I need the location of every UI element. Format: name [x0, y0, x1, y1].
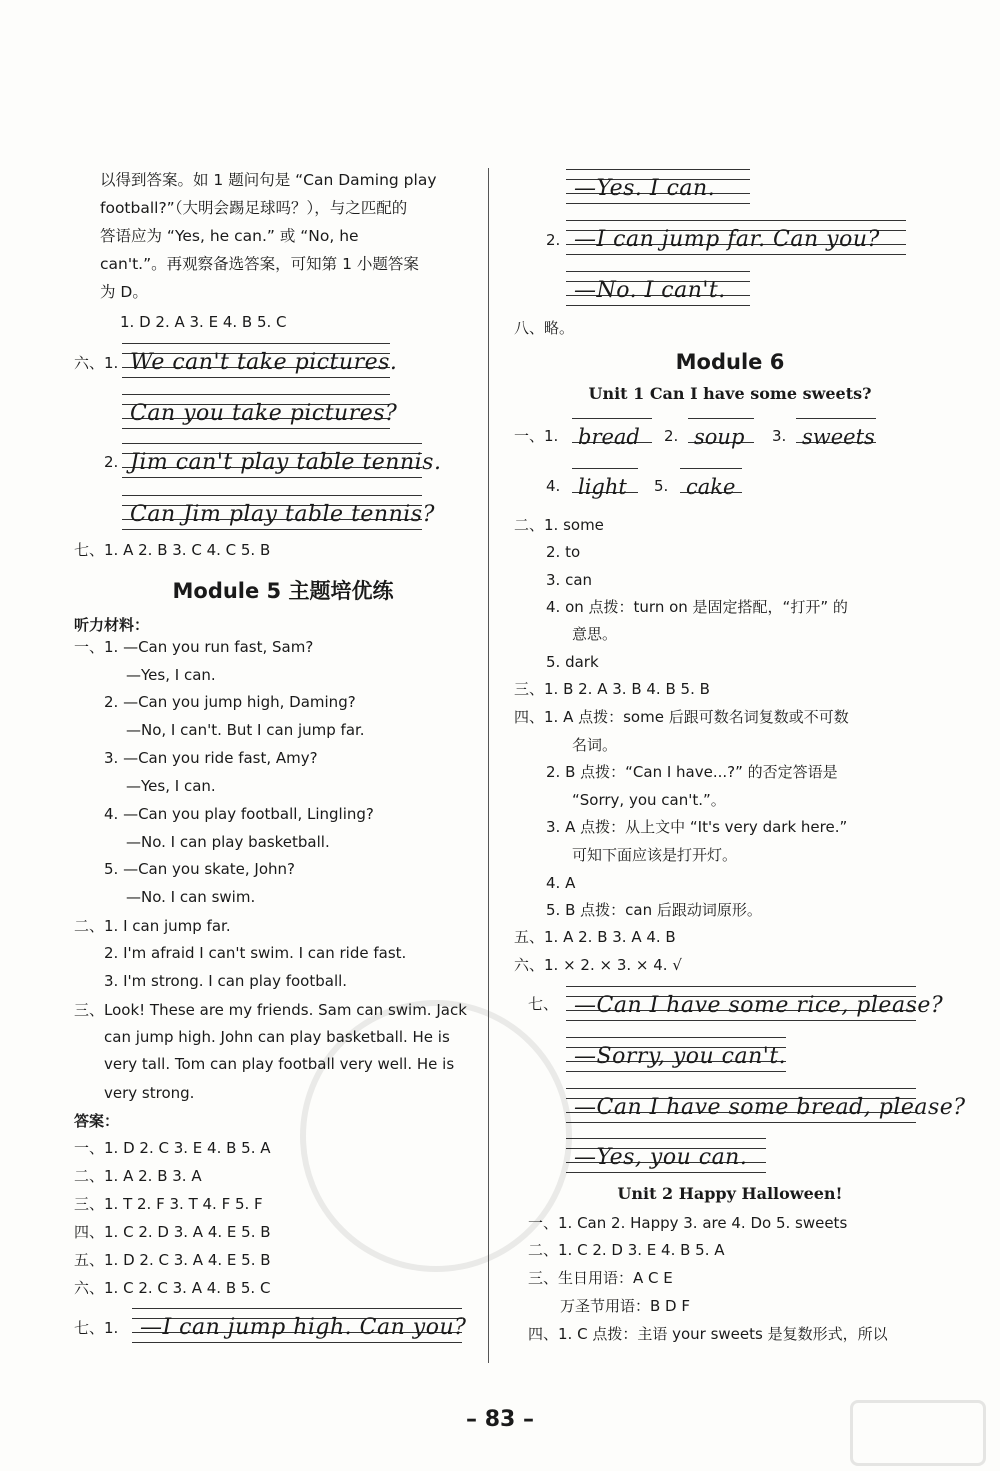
handwriting-text: Can Jim play table tennis?: [130, 502, 435, 527]
handwriting-text: —Can I have some rice, please?: [574, 993, 944, 1018]
word-box: [796, 412, 876, 452]
writing-line: [122, 489, 435, 533]
word-box: [572, 462, 638, 502]
unit2-line: 万圣节用语：B D F: [560, 1297, 691, 1315]
answer-line: 四、1. C 2. D 3. A 4. E 5. B: [74, 1223, 271, 1241]
yi-num: 4.: [546, 477, 561, 495]
passage-line: very tall. Tom can play football very well. He is: [104, 1055, 455, 1073]
listening-label: 听力材料：: [74, 616, 150, 634]
intro-line: football?”（大明会踢足球吗？），与之匹配的: [100, 199, 408, 217]
unit2-line: 四、1. C 点拨：主语 your sweets 是复数形式，所以: [528, 1325, 888, 1343]
passage-line: can jump high. John can play basketball. He is: [104, 1028, 450, 1046]
writing-line: [566, 1031, 786, 1075]
handwriting-text: —Yes, you can.: [574, 1145, 748, 1170]
writing-line: [132, 1302, 467, 1346]
answers-label: 答案：: [74, 1112, 120, 1130]
column-divider: [488, 168, 489, 1363]
answer-line: 六、1. C 2. C 3. A 4. B 5. C: [74, 1279, 271, 1297]
listening-line: —No, I can't. But I can jump far.: [126, 721, 365, 739]
answers-line: 1. D 2. A 3. E 4. B 5. C: [120, 313, 287, 331]
unit2-line: 三、生日用语：A C E: [528, 1269, 673, 1287]
intro-line: 答语应为 “Yes, he can.” 或 “No, he: [100, 227, 359, 245]
handwriting-text: —Sorry, you can't.: [574, 1044, 787, 1069]
listening-line: —Yes, I can.: [126, 666, 216, 684]
module-6-title: Module 6: [675, 350, 785, 374]
writing-line: [122, 388, 398, 432]
san-line: 三、1. B 2. A 3. B 4. B 5. B: [514, 680, 710, 698]
er-line: 2. to: [546, 543, 581, 561]
qi-label: 七、: [528, 995, 559, 1013]
unit2-line: 二、1. C 2. D 3. E 4. B 5. A: [528, 1241, 725, 1259]
writing-line: [566, 265, 750, 309]
yi-num: 5.: [654, 477, 669, 495]
ba-line: 八、略。: [514, 319, 575, 337]
listening-line: —No. I can play basketball.: [126, 833, 330, 851]
handwriting-text: —No. I can't.: [574, 278, 726, 303]
word-box: [688, 412, 754, 452]
answer-line: 一、1. D 2. C 3. E 4. B 5. A: [74, 1139, 271, 1157]
top-2-label: 2.: [546, 231, 561, 249]
handwriting-text: cake: [686, 475, 736, 499]
writing-line: [566, 163, 750, 207]
er-line: 意思。: [572, 625, 618, 643]
word-box: [680, 462, 742, 502]
liu-2-label: 2.: [104, 453, 119, 471]
unit-2-title: Unit 2 Happy Halloween!: [617, 1184, 843, 1203]
si-line: “Sorry, you can't.”。: [572, 791, 726, 809]
qi2-label: 七、1.: [74, 1319, 119, 1337]
yi-num: 3.: [772, 427, 787, 445]
er-line: 3. can: [546, 571, 593, 589]
listening-line: 一、1. —Can you run fast, Sam?: [74, 638, 314, 656]
handwriting-text: —I can jump far. Can you?: [574, 227, 880, 252]
handwriting-text: —Can I have some bread, please?: [574, 1095, 966, 1120]
passage-line: 三、Look! These are my friends. Sam can swim. Jack: [74, 1001, 467, 1019]
qi-line: 七、1. A 2. B 3. C 4. C 5. B: [74, 541, 271, 559]
passage-line: very strong.: [104, 1084, 195, 1102]
si-line: 名词。: [572, 736, 618, 754]
si-line: 四、1. A 点拨：some 后跟可数名词复数或不可数: [514, 708, 849, 726]
si-line: 4. A: [546, 874, 576, 892]
handwriting-text: Can you take pictures?: [130, 401, 398, 426]
writing-line: [122, 337, 398, 381]
writing-line: [566, 1082, 966, 1126]
intro-line: 以得到答案。如 1 题问句是 “Can Daming play: [100, 171, 437, 189]
liu-label: 六、1.: [74, 354, 119, 372]
listening-line: —No. I can swim.: [126, 888, 256, 906]
handwriting-text: Jim can't play table tennis.: [130, 450, 442, 475]
yi-num: 2.: [664, 427, 679, 445]
answer-line: 三、1. T 2. F 3. T 4. F 5. F: [74, 1195, 263, 1213]
word-box: [572, 412, 652, 452]
listening-line: 4. —Can you play football, Lingling?: [104, 805, 374, 823]
intro-line: 为 D。: [100, 283, 148, 301]
handwriting-text: —Yes. I can.: [574, 176, 716, 201]
listening-line: —Yes, I can.: [126, 777, 216, 795]
si-line: 可知下面应该是打开灯。: [572, 846, 738, 864]
si-line: 3. A 点拨：从上文中 “It's very dark here.”: [546, 818, 848, 836]
writing-line: [566, 1132, 766, 1176]
page-number: – 83 –: [466, 1407, 534, 1432]
handwriting-text: sweets: [802, 425, 875, 449]
answer-line: 五、1. D 2. C 3. A 4. E 5. B: [74, 1251, 271, 1269]
handwriting-text: light: [578, 475, 627, 499]
answer-line: 二、1. A 2. B 3. A: [74, 1167, 202, 1185]
si-line: 5. B 点拨：can 后跟动词原形。: [546, 901, 762, 919]
intro-line: can't.”。再观察备选答案，可知第 1 小题答案: [100, 255, 419, 273]
si-line: 2. B 点拨：“Can I have...?” 的否定答语是: [546, 763, 838, 781]
listening-line: 2. —Can you jump high, Daming?: [104, 693, 356, 711]
er-line: 二、1. some: [514, 516, 604, 534]
liu-line: 六、1. × 2. × 3. × 4. √: [514, 956, 682, 974]
yi-label: 一、1.: [514, 427, 559, 445]
unit-1-title: Unit 1 Can I have some sweets?: [588, 384, 872, 403]
listening-line: 二、1. I can jump far.: [74, 917, 231, 935]
er-line: 5. dark: [546, 653, 599, 671]
wu-line: 五、1. A 2. B 3. A 4. B: [514, 928, 676, 946]
listening-line: 3. —Can you ride fast, Amy?: [104, 749, 318, 767]
handwriting-text: soup: [694, 425, 745, 449]
writing-line: [566, 214, 906, 258]
handwriting-text: bread: [578, 425, 640, 449]
writing-line: [566, 980, 944, 1024]
listening-line: 5. —Can you skate, John?: [104, 860, 296, 878]
listening-line: 3. I'm strong. I can play football.: [104, 972, 348, 990]
er-line: 4. on 点拨：turn on 是固定搭配，“打开” 的: [546, 598, 848, 616]
unit2-line: 一、1. Can 2. Happy 3. are 4. Do 5. sweets: [528, 1214, 848, 1232]
writing-line: [122, 437, 442, 481]
listening-line: 2. I'm afraid I can't swim. I can ride fast.: [104, 944, 407, 962]
handwriting-text: —I can jump high. Can you?: [140, 1315, 467, 1340]
handwriting-text: We can't take pictures.: [130, 350, 398, 375]
module-5-title: Module 5 主题培优练: [172, 579, 394, 603]
